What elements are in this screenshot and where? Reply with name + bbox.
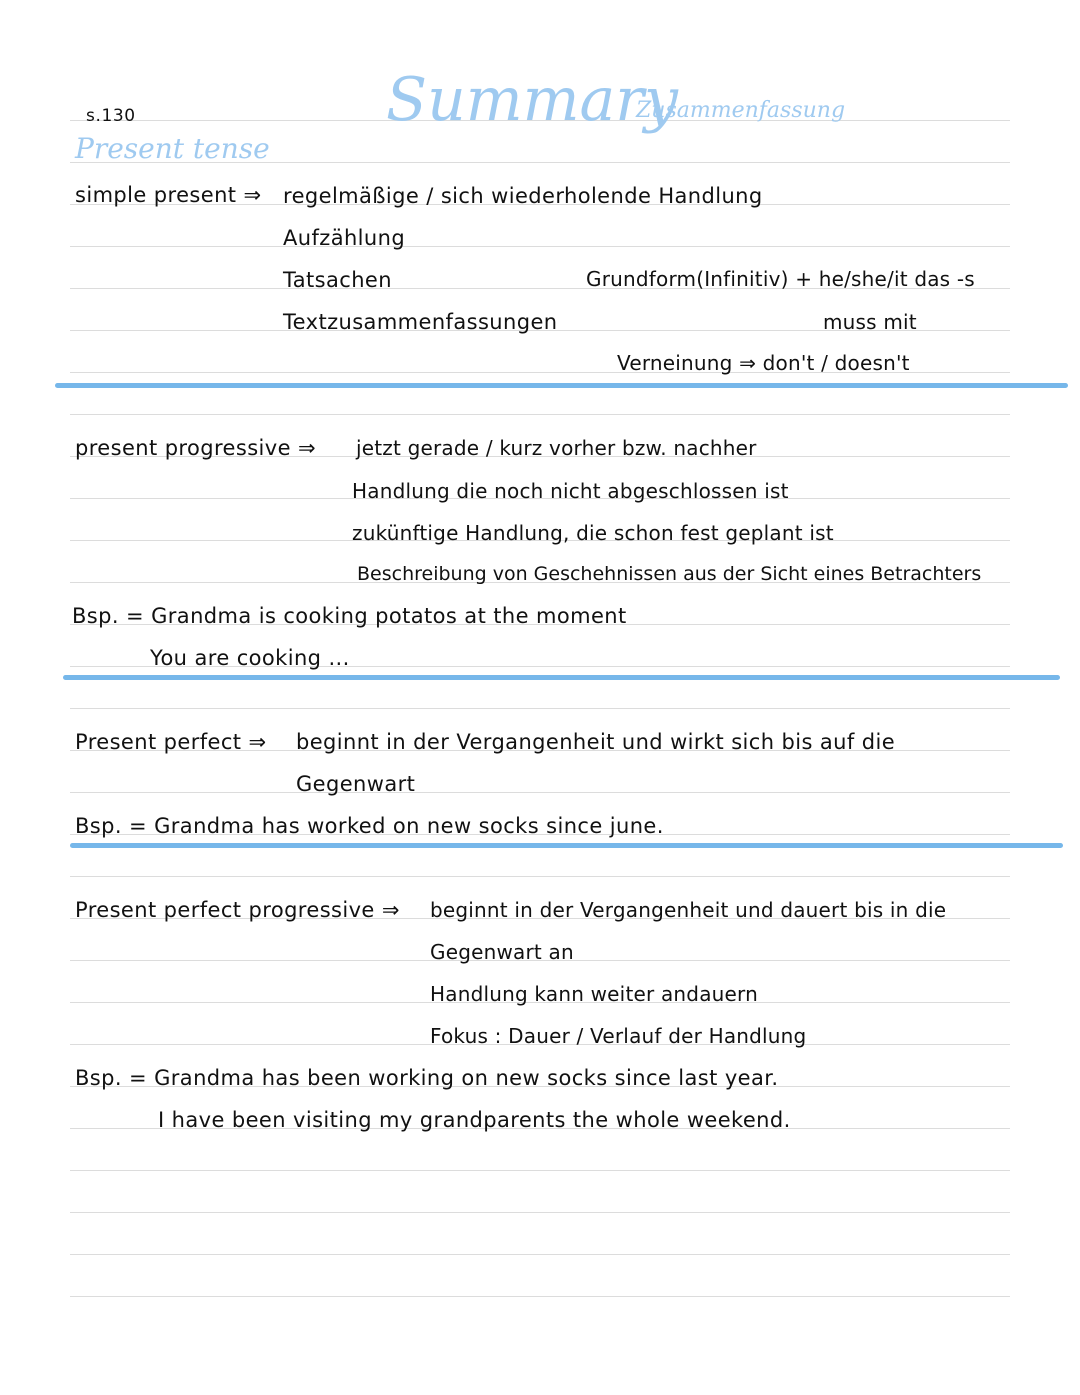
- use-item: Gegenwart an: [430, 940, 574, 964]
- ruled-line: [70, 876, 1010, 877]
- tense-label: present progressive ⇒: [75, 436, 317, 460]
- use-item: zukünftige Handlung, die schon fest geplant ist: [352, 521, 834, 545]
- use-item: Textzusammenfassungen: [283, 310, 558, 334]
- page-subtitle: Zusammenfassung: [636, 98, 846, 123]
- use-item: Beschreibung von Geschehnissen aus der Sicht eines Betrachters: [357, 563, 982, 585]
- tense-label: Present perfect ⇒: [75, 730, 267, 754]
- form-note: Grundform(Infinitiv) + he/she/it das -s: [586, 267, 975, 291]
- ruled-line: [70, 1254, 1010, 1255]
- use-item: Tatsachen: [283, 268, 392, 292]
- use-item: Aufzählung: [283, 226, 406, 250]
- section-divider: [55, 383, 1068, 388]
- use-item: jetzt gerade / kurz vorher bzw. nachher: [356, 436, 757, 460]
- tense-label: Present perfect progressive ⇒: [75, 898, 400, 922]
- example-sentence: Bsp. = Grandma is cooking potatos at the moment: [72, 604, 627, 628]
- ruled-line: [70, 792, 1010, 793]
- example-sentence: Bsp. = Grandma has worked on new socks since june.: [75, 814, 664, 838]
- use-item: Gegenwart: [296, 772, 416, 796]
- example-sentence: You are cooking ...: [150, 646, 350, 670]
- section-divider: [63, 675, 1060, 680]
- form-note-continued: muss mit: [823, 310, 917, 334]
- page-number: s.130: [86, 106, 136, 126]
- ruled-line: [70, 414, 1010, 415]
- use-item: Handlung die noch nicht abgeschlossen ist: [352, 479, 789, 503]
- section-divider: [70, 843, 1063, 848]
- use-item: Handlung kann weiter andauern: [430, 982, 758, 1006]
- example-sentence: I have been visiting my grandparents the whole weekend.: [158, 1108, 791, 1132]
- tense-label: simple present ⇒: [75, 183, 262, 207]
- use-item: beginnt in der Vergangenheit und dauert bis in die: [430, 898, 947, 922]
- ruled-line: [70, 1170, 1010, 1171]
- ruled-line: [70, 246, 1010, 247]
- page-title: Summary: [386, 65, 678, 135]
- ruled-line: [70, 1212, 1010, 1213]
- section-heading: Present tense: [75, 132, 270, 165]
- example-sentence: Bsp. = Grandma has been working on new socks since last year.: [75, 1066, 779, 1090]
- use-item: beginnt in der Vergangenheit und wirkt sich bis auf die: [296, 730, 896, 754]
- negation-note: Verneinung ⇒ don't / doesn't: [617, 351, 910, 375]
- use-item: Fokus : Dauer / Verlauf der Handlung: [430, 1024, 807, 1048]
- ruled-line: [70, 1296, 1010, 1297]
- ruled-line: [70, 708, 1010, 709]
- use-item: regelmäßige / sich wiederholende Handlung: [283, 184, 763, 208]
